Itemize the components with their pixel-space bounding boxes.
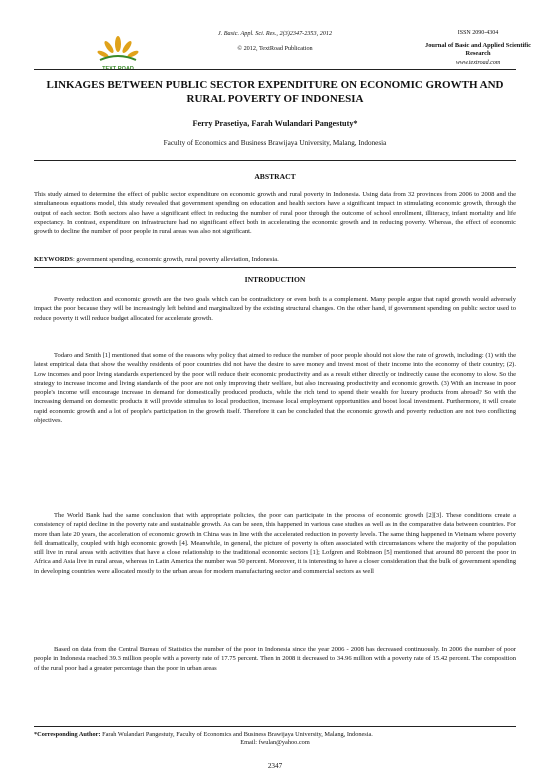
keywords-label: KEYWORDS <box>34 256 73 263</box>
keywords <box>34 255 516 264</box>
body-paragraph: Based on data from the Central Bureau of Statistics the number of the poor in Indonesia since the year 2006 - 2008 has decreased continuously. In 2006 the number of poor people in Indonesia reached 39.3 million people with a poverty rate of 17.75 percent. Then in 2008 it decreased to 34.96 million with a poverty rate of 15.42 percent. The composition of the rural poor had a greater percentage than the poor in urban areas <box>34 646 516 672</box>
issn: ISSN 2090-4304 <box>457 30 499 36</box>
journal-name: Journal of Basic and Applied Scientific Research <box>425 42 531 57</box>
corresponding-label: *Corresponding Author: <box>34 731 101 738</box>
keywords-list: : government spending, economic growth, rural poverty alleviation, Indonesia. <box>72 256 279 263</box>
journal-url: www.textroad.com <box>455 60 501 66</box>
affiliation: Faculty of Economics and Business Brawijaya University, Malang, Indonesia <box>163 139 387 147</box>
authors: Ferry Prasetiya, Farah Wulandari Pangestuty* <box>192 119 358 128</box>
abstract-bottom-rule <box>34 267 516 268</box>
journal-citation: J. Basic. Appl. Sci. Res., 2(3)2347-2353, 2012 <box>217 30 333 37</box>
body-paragraph: Todaro and Smith [1] mentioned that some of the reasons why policy that aimed to reduce the number of poor people should not slow the rate of growth, including: (1) with the latest empirical data that show the wealthy residents of poor countries did not have the desire to save money and invest most of their income into the economy of their country; (2). Low incomes and poor living standards experienced by the poor will reduce their economic productivity and as a result either directly or indirectly cause the economy to slow. So the strategy to increase income and living standards of the poor are not only improving their welfare, but also increasing productivity and economic growth. (3) With an increase in poor people's income will encourage increase in demand for domestically produced products, while the rich tend to spend their wealth for luxury products from abroad? So with the increasing demand on domestic products it will provide stimulus to local production, increase local employment opportunities and boost local investment. Furthermore, it will create rapid economic growth and a lot of people's participation in the growth itself. Therefore it can be concluded that the economic growth and poverty reduction are not two conflicting objectives. <box>34 352 516 425</box>
footnote-rule <box>34 726 516 727</box>
abstract-text: This study aimed to determine the effect of public sector expenditure on economic growth and rural poverty in Indonesia. Using data from 32 provinces from 2006 to 2008 and the simultaneous equations model, this study revealed that government spending on education and health sectors have a significant impact in stimulating economic growth, through the output of each sector. Both sectors also have a significant effect in reducing the number of rural poor through the outcome of school enrollment, illiteracy, infant mortality and life expectancy. In contrast, expenditure on infrastructure had no significant effect both in accelerating the economic growth and in reducing poverty. Whereas, the effect of economic growth to decline the number of poor people in rural areas was also not significant. <box>34 191 516 236</box>
body-paragraph: The World Bank had the same conclusion that with appropriate policies, the poor can participate in the process of economic growth [2][3]. These conditions create a consistency of rapid decline in the poverty rate and sustainable growth. As can be seen, this happened in various case studies as well as in the comparative data between countries. For more than late 20 years, the acceleration of economic growth in China was in line with the accelerated reduction in poverty levels. The same thing happened in Vietnam where poverty fell dramatically, coupled with high economic growth [4]. Meanwhile, in general, the picture of poverty is often associated with circumstances where the majority of the population still live in rural areas with activities that have a close relationship to the traditional economic sectors [1]; Lofgren and Robinson [5] mentioned that around 80 percent the poor in Africa and Asia live in rural areas, whereas in Latin America the number was 50 percent. Moreover, it is interesting to have a closer consideration that the bulk of government spending in developing countries were allocated mostly to the urban areas for modern manufacturing sector and commercial sectors as well <box>34 512 516 575</box>
page-number: 2347 <box>267 762 283 770</box>
corresponding-text: Farah Wulandari Pangestuty, Faculty of Economics and Business Brawijaya University, Malang, Indonesia. <box>100 731 373 738</box>
copyright-notice: © 2012, TextRoad Publication <box>237 45 313 52</box>
abstract-top-rule <box>34 160 516 161</box>
header-rule <box>34 69 516 70</box>
abstract-heading: ABSTRACT <box>254 172 296 181</box>
introduction-heading: INTRODUCTION <box>244 275 306 284</box>
publisher-logo <box>96 34 140 74</box>
body-paragraph: Poverty reduction and economic growth are the two goals which can be contradictory or even both is a complement. Many people argue that rapid growth would adversely impact the poor because they will be increasingly left behind and marginalized by the existing structural changes. On the other hand, if government spending on public sector used to reduce poverty it will reduce budget allocated for accelerate growth. <box>34 296 516 322</box>
author-email: Email: fwulan@yahoo.com <box>240 739 310 746</box>
paper-title: LINKAGES BETWEEN PUBLIC SECTOR EXPENDITURE ON ECONOMIC GROWTH AND RURAL POVERTY OF INDONESIA <box>46 79 504 105</box>
